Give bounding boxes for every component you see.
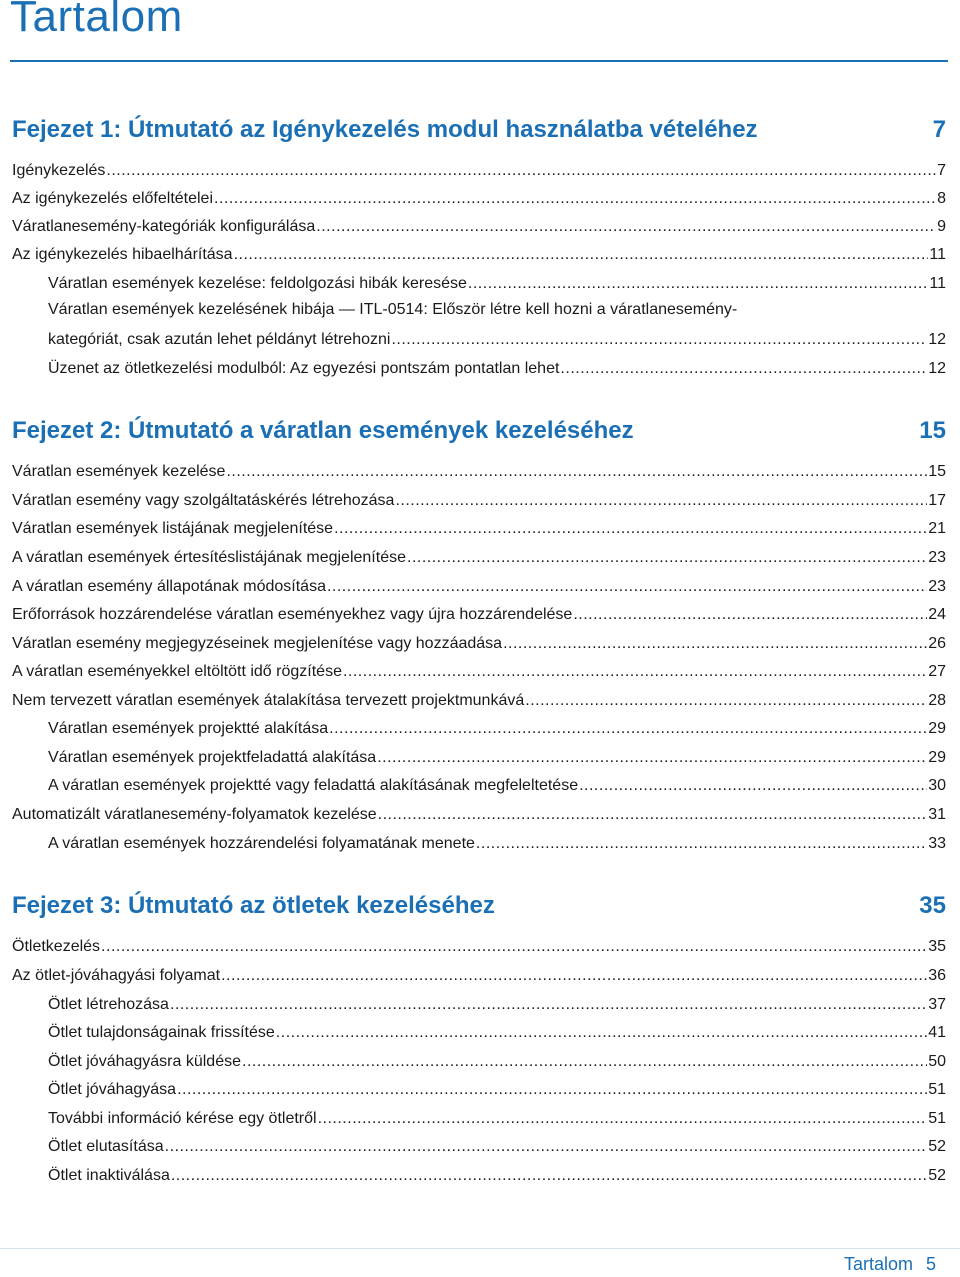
leader-dots: [503, 636, 927, 652]
toc-entry-text: kategóriát, csak azután lehet példányt létrehozni: [48, 331, 391, 348]
leader-dots: [234, 247, 929, 263]
toc-entry-page: 17: [928, 492, 946, 509]
toc-entry-page: 30: [928, 777, 946, 794]
leader-dots: [101, 939, 927, 955]
toc-entry[interactable]: [48, 772, 946, 794]
toc-entry-text: Váratlan események projektfeladattá alakítása: [48, 749, 377, 766]
toc-entry[interactable]: [12, 801, 946, 823]
toc-entry-page: 33: [928, 835, 946, 852]
toc-entry[interactable]: [48, 715, 946, 737]
toc-entry-text: A váratlan események értesítéslistájának megjelenítése: [12, 549, 406, 566]
leader-dots: [214, 191, 936, 207]
footer-rule: [0, 1248, 960, 1249]
leader-dots: [316, 219, 936, 235]
toc-entry-page: 31: [928, 806, 946, 823]
leader-dots: [377, 750, 927, 766]
toc-entry-page: 11: [929, 246, 946, 263]
toc-entry-text: Ötlet jóváhagyásra küldése: [48, 1053, 241, 1070]
toc-entry[interactable]: [12, 185, 946, 207]
toc-entry-page: 36: [928, 967, 946, 984]
leader-dots: [391, 332, 927, 348]
chapter-heading-text: Fejezet 2: Útmutató a váratlan események kezeléséhez: [12, 417, 634, 444]
leader-dots: [343, 664, 927, 680]
leader-dots: [560, 361, 927, 377]
toc-entry-text: A váratlan eseményekkel eltöltött idő rögzítése: [12, 663, 342, 680]
toc-entry-page: 35: [928, 938, 946, 955]
toc-entry[interactable]: [48, 1076, 946, 1098]
leader-dots: [334, 521, 927, 537]
toc-entry[interactable]: [48, 1162, 946, 1184]
toc-entry[interactable]: [48, 326, 946, 348]
toc-entry[interactable]: [48, 355, 946, 377]
toc-entry[interactable]: [12, 630, 946, 652]
toc-entry[interactable]: [48, 1019, 946, 1041]
leader-dots: [579, 778, 927, 794]
toc-entry-text: Váratlan események kezelése: [12, 463, 226, 480]
leader-dots: [327, 579, 927, 595]
toc-entry[interactable]: [12, 241, 946, 263]
toc-entry-page: 23: [928, 578, 946, 595]
toc-entry-page: 8: [937, 190, 946, 207]
toc-entry-page: 27: [928, 663, 946, 680]
leader-dots: [525, 693, 927, 709]
chapter-1-heading[interactable]: [12, 112, 946, 144]
leader-dots: [171, 1168, 927, 1184]
chapter-page-number: 7: [932, 116, 946, 143]
chapter-2-heading[interactable]: [12, 413, 946, 445]
page-title: Tartalom: [10, 0, 183, 41]
toc-entry[interactable]: [48, 830, 946, 852]
toc-entry[interactable]: [12, 213, 946, 235]
toc-entry-text: Az igénykezelés hibaelhárítása: [12, 246, 233, 263]
toc-entry-page: 29: [928, 749, 946, 766]
toc-entry-text: Váratlan események listájának megjelenítése: [12, 520, 334, 537]
leader-dots: [476, 836, 927, 852]
leader-dots: [221, 968, 927, 984]
toc-entry-text: Automatizált váratlanesemény-folyamatok kezelése: [12, 806, 377, 823]
toc-entry-page: 50: [928, 1053, 946, 1070]
toc-entry-page: 15: [928, 463, 946, 480]
toc-entry-text: A váratlan események hozzárendelési folyamatának menete: [48, 835, 475, 852]
toc-entry[interactable]: [12, 157, 946, 179]
toc-entry-text: Az igénykezelés előfeltételei: [12, 190, 214, 207]
toc-entry[interactable]: [48, 1133, 946, 1155]
toc-entry-text: Ötlet jóváhagyása: [48, 1081, 177, 1098]
toc-entry[interactable]: [12, 658, 946, 680]
toc-entry-text: Ötlet létrehozása: [48, 996, 169, 1013]
leader-dots: [329, 721, 927, 737]
toc-entry-text-line1[interactable]: Váratlan események kezelésének hibája — ITL-0514: Először létre kell hozni a váratlanesemény-: [48, 301, 738, 318]
footer-section-name: Tartalom: [843, 1254, 913, 1274]
leader-dots: [177, 1082, 927, 1098]
chapter-page-number: 15: [919, 417, 946, 444]
toc-entry-page: 29: [928, 720, 946, 737]
leader-dots: [170, 997, 927, 1013]
toc-entry-page: 12: [928, 360, 946, 377]
toc-entry-text: Váratlan események kezelése: feldolgozási hibák keresése: [48, 275, 467, 292]
toc-entry[interactable]: [12, 933, 946, 955]
toc-entry-page: 52: [928, 1167, 946, 1184]
toc-entry-text: Igénykezelés: [12, 162, 106, 179]
chapter-heading-text: Fejezet 3: Útmutató az ötletek kezeléséhez: [12, 892, 495, 919]
title-rule: [10, 60, 948, 62]
toc-entry-page: 21: [928, 520, 946, 537]
toc-entry-text: Ötletkezelés: [12, 938, 101, 955]
toc-entry-text: Az ötlet-jóváhagyási folyamat: [12, 967, 221, 984]
toc-entry-text: A váratlan esemény állapotának módosítása: [12, 578, 326, 595]
toc-entry-text: Ötlet elutasítása: [48, 1138, 164, 1155]
leader-dots: [106, 163, 936, 179]
toc-entry[interactable]: [12, 687, 946, 709]
toc-entry-page: 24: [928, 606, 946, 623]
toc-entry-text: Váratlan események projektté alakítása: [48, 720, 329, 737]
toc-entry-page: 37: [928, 996, 946, 1013]
toc-entry-text: Váratlanesemény-kategóriák konfigurálása: [12, 218, 316, 235]
leader-dots: [573, 607, 927, 623]
toc-entry-page: 41: [928, 1024, 946, 1041]
toc-entry[interactable]: [12, 601, 946, 623]
toc-entry-text: Üzenet az ötletkezelési modulból: Az egyezési pontszám pontatlan lehet: [48, 360, 560, 377]
toc-entry[interactable]: [48, 270, 946, 292]
chapter-heading-text: Fejezet 1: Útmutató az Igénykezelés modul használatba vételéhez: [12, 116, 758, 143]
toc-entry[interactable]: [12, 487, 946, 509]
toc-entry-text: Ötlet tulajdonságainak frissítése: [48, 1024, 275, 1041]
toc-entry-text: További információ kérése egy ötletről: [48, 1110, 317, 1127]
leader-dots: [407, 550, 927, 566]
toc-entry[interactable]: [12, 515, 946, 537]
toc-entry[interactable]: [48, 1105, 946, 1127]
leader-dots: [165, 1139, 928, 1155]
toc-entry[interactable]: [48, 991, 946, 1013]
toc-entry[interactable]: [12, 544, 946, 566]
toc-entry-page: 26: [928, 635, 946, 652]
leader-dots: [226, 464, 927, 480]
toc-entry[interactable]: [12, 962, 946, 984]
footer-page-number: 5: [925, 1254, 936, 1274]
toc-entry-text: Váratlan esemény vagy szolgáltatáskérés létrehozása: [12, 492, 395, 509]
leader-dots: [318, 1111, 928, 1127]
toc-entry[interactable]: [48, 744, 946, 766]
toc-entry-page: 52: [928, 1138, 946, 1155]
toc-entry-page: 11: [929, 275, 946, 292]
toc-entry-page: 28: [928, 692, 946, 709]
toc-entry-page: 9: [937, 218, 946, 235]
chapter-page-number: 35: [919, 892, 946, 919]
toc-entry-text: Nem tervezett váratlan események átalakítása tervezett projektmunkává: [12, 692, 525, 709]
toc-entry[interactable]: [12, 573, 946, 595]
toc-entry-text: Erőforrások hozzárendelése váratlan eseményekhez vagy újra hozzárendelése: [12, 606, 573, 623]
chapter-3-heading[interactable]: [12, 888, 946, 920]
leader-dots: [378, 807, 928, 823]
leader-dots: [242, 1054, 927, 1070]
toc-entry-page: 12: [928, 331, 946, 348]
leader-dots: [276, 1025, 927, 1041]
toc-entry[interactable]: [12, 458, 946, 480]
toc-entry-page: 51: [928, 1110, 946, 1127]
toc-entry-page: 51: [928, 1081, 946, 1098]
toc-entry-text: A váratlan események projektté vagy feladattá alakításának megfeleltetése: [48, 777, 579, 794]
toc-entry-page: 23: [928, 549, 946, 566]
toc-entry[interactable]: [48, 1048, 946, 1070]
leader-dots: [468, 276, 928, 292]
toc-entry-page: 7: [937, 162, 946, 179]
toc-entry-text: Váratlan esemény megjegyzéseinek megjelenítése vagy hozzáadása: [12, 635, 503, 652]
page-footer: [844, 1254, 936, 1275]
toc-entry-text: Ötlet inaktiválása: [48, 1167, 170, 1184]
leader-dots: [395, 493, 927, 509]
